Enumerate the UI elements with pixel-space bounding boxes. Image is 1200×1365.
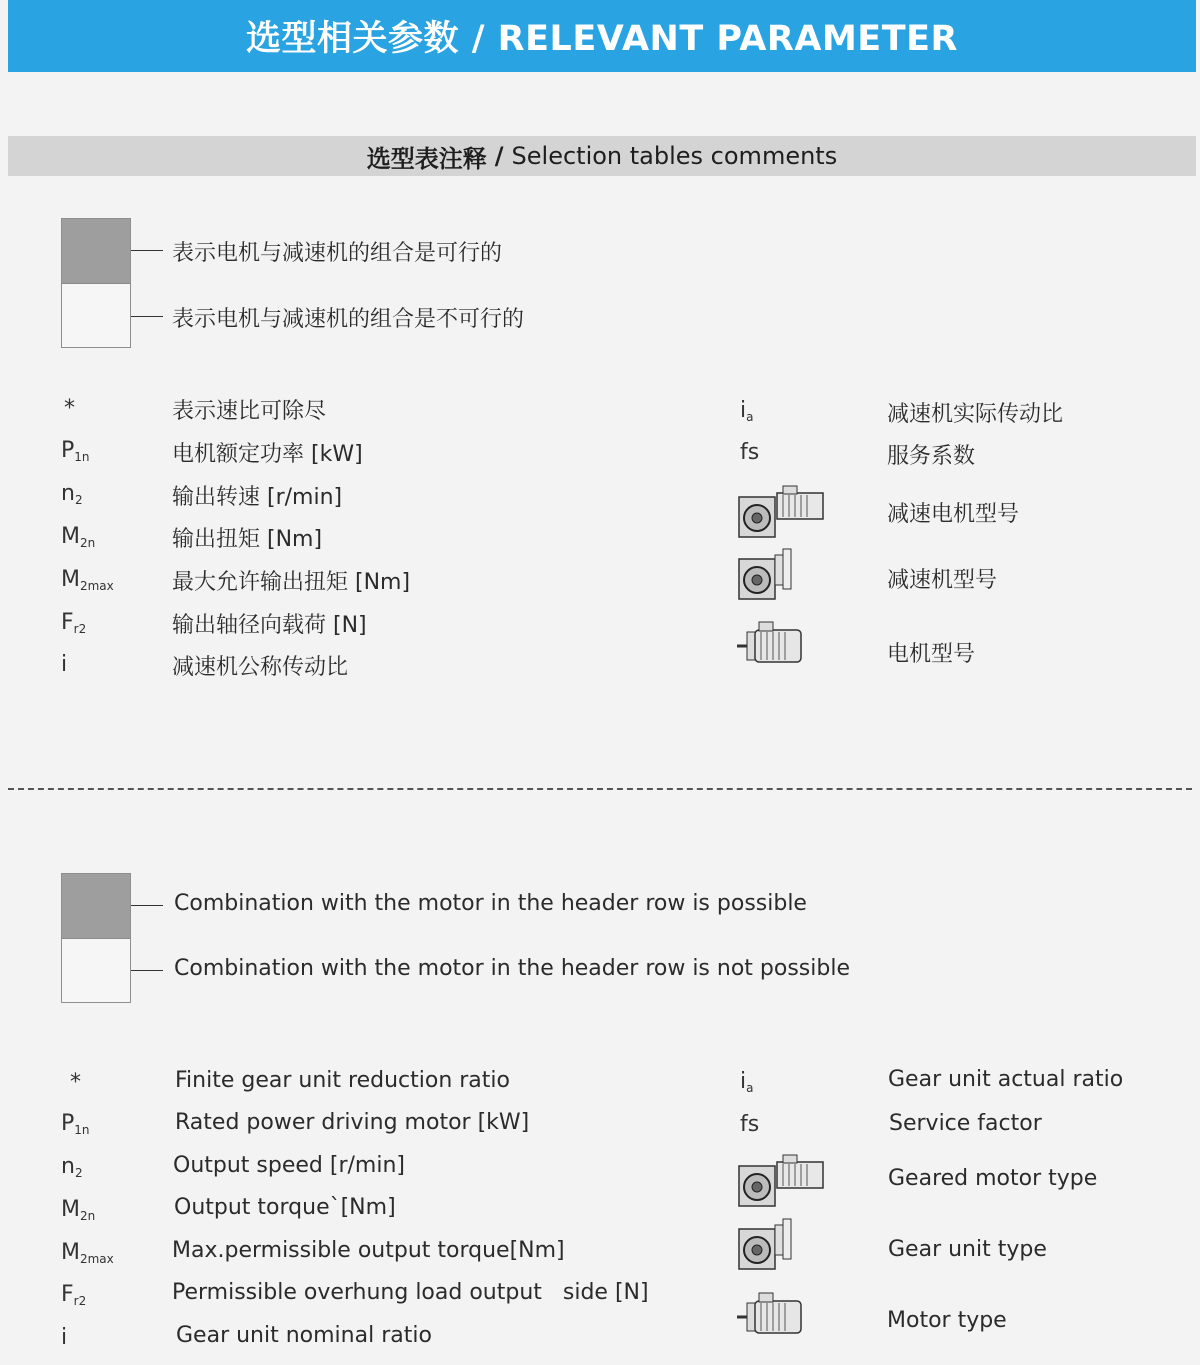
symbol-description: 电机额定功率 [kW] [172,442,363,467]
symbol-label: $P_{1n}$ [61,1111,90,1137]
page-title: 选型相关参数 / RELEVANT PARAMETER [8,0,1196,72]
legend-swatch-cn [61,218,131,348]
symbol-label: i [61,1325,68,1350]
motor-icon [737,1291,807,1341]
symbol-description: Max.permissible output torque[Nm] [172,1238,565,1263]
legend-leader [131,905,163,906]
symbol-label: $i_a$ [740,1069,754,1095]
gear-unit-icon [737,547,797,603]
symbol-label: $M_{2n}$ [61,1197,96,1223]
symbol-description: Geared motor type [888,1166,1098,1191]
symbol-description: Gear unit nominal ratio [176,1323,432,1348]
legend-swatch-possible [62,219,130,284]
symbol-label: $F_{r2}$ [61,1282,87,1308]
symbol-label: $n_2$ [61,481,83,507]
symbol-description: 最大允许输出扭矩 [Nm] [172,570,411,595]
symbol-label: $M_{2max}$ [61,1240,114,1266]
section-header [8,136,1196,176]
legend-leader [131,250,163,251]
symbol-description: 减速机实际传动比 [887,402,1064,427]
symbol-description: 减速机公称传动比 [172,655,349,680]
geared-motor-icon [737,1152,827,1210]
symbol-description: 电机型号 [887,642,976,667]
section-divider [8,788,1192,790]
symbol-label: * [64,396,75,421]
symbol-description: Rated power driving motor [kW] [175,1110,530,1135]
symbol-label: fs [740,440,760,465]
gear-unit-icon [737,1217,797,1273]
symbol-label: $i_a$ [740,398,754,424]
legend-leader [131,316,163,317]
symbol-description: Gear unit actual ratio [888,1067,1124,1092]
symbol-label: $M_{2n}$ [61,524,96,550]
legend-possible-en: Combination with the motor in the header row is possible [174,891,807,916]
symbol-description: 输出扭矩 [Nm] [172,527,323,552]
symbol-label: $F_{r2}$ [61,610,87,636]
symbol-description: 表示速比可除尽 [172,399,327,424]
section-header-separator: / [494,142,504,170]
legend-not-possible-cn: 表示电机与减速机的组合是不可行的 [172,307,525,332]
symbol-label: $P_{1n}$ [61,438,90,464]
symbol-description: Permissible overhung load output side [N] [172,1280,649,1305]
symbol-label: fs [740,1112,760,1137]
symbol-description: 减速电机型号 [887,502,1020,527]
symbol-description: Motor type [887,1308,1007,1333]
legend-swatch-en [61,873,131,1003]
geared-motor-icon [737,483,827,541]
legend-not-possible-en: Combination with the motor in the header row is not possible [174,956,850,981]
symbol-label: $M_{2max}$ [61,567,114,593]
legend-swatch-possible [62,874,130,939]
symbol-description: 输出轴径向载荷 [N] [172,613,367,638]
motor-icon [737,620,807,670]
symbol-label: * [70,1070,81,1095]
symbol-description: Output torque`[Nm] [174,1195,396,1220]
symbol-description: 输出转速 [r/min] [172,485,343,510]
section-header-en: Selection tables comments [511,142,838,170]
symbol-description: Gear unit type [888,1237,1047,1262]
symbol-description: Output speed [r/min] [173,1153,405,1178]
symbol-description: 减速机型号 [887,568,998,593]
symbol-label: i [61,652,68,677]
symbol-description: 服务系数 [887,444,976,469]
symbol-label: $n_2$ [61,1154,83,1180]
section-header-cn: 选型表注释 [366,144,487,173]
legend-possible-cn: 表示电机与减速机的组合是可行的 [172,241,503,266]
symbol-description: Service factor [889,1111,1042,1136]
legend-leader [131,970,163,971]
symbol-description: Finite gear unit reduction ratio [175,1068,510,1093]
